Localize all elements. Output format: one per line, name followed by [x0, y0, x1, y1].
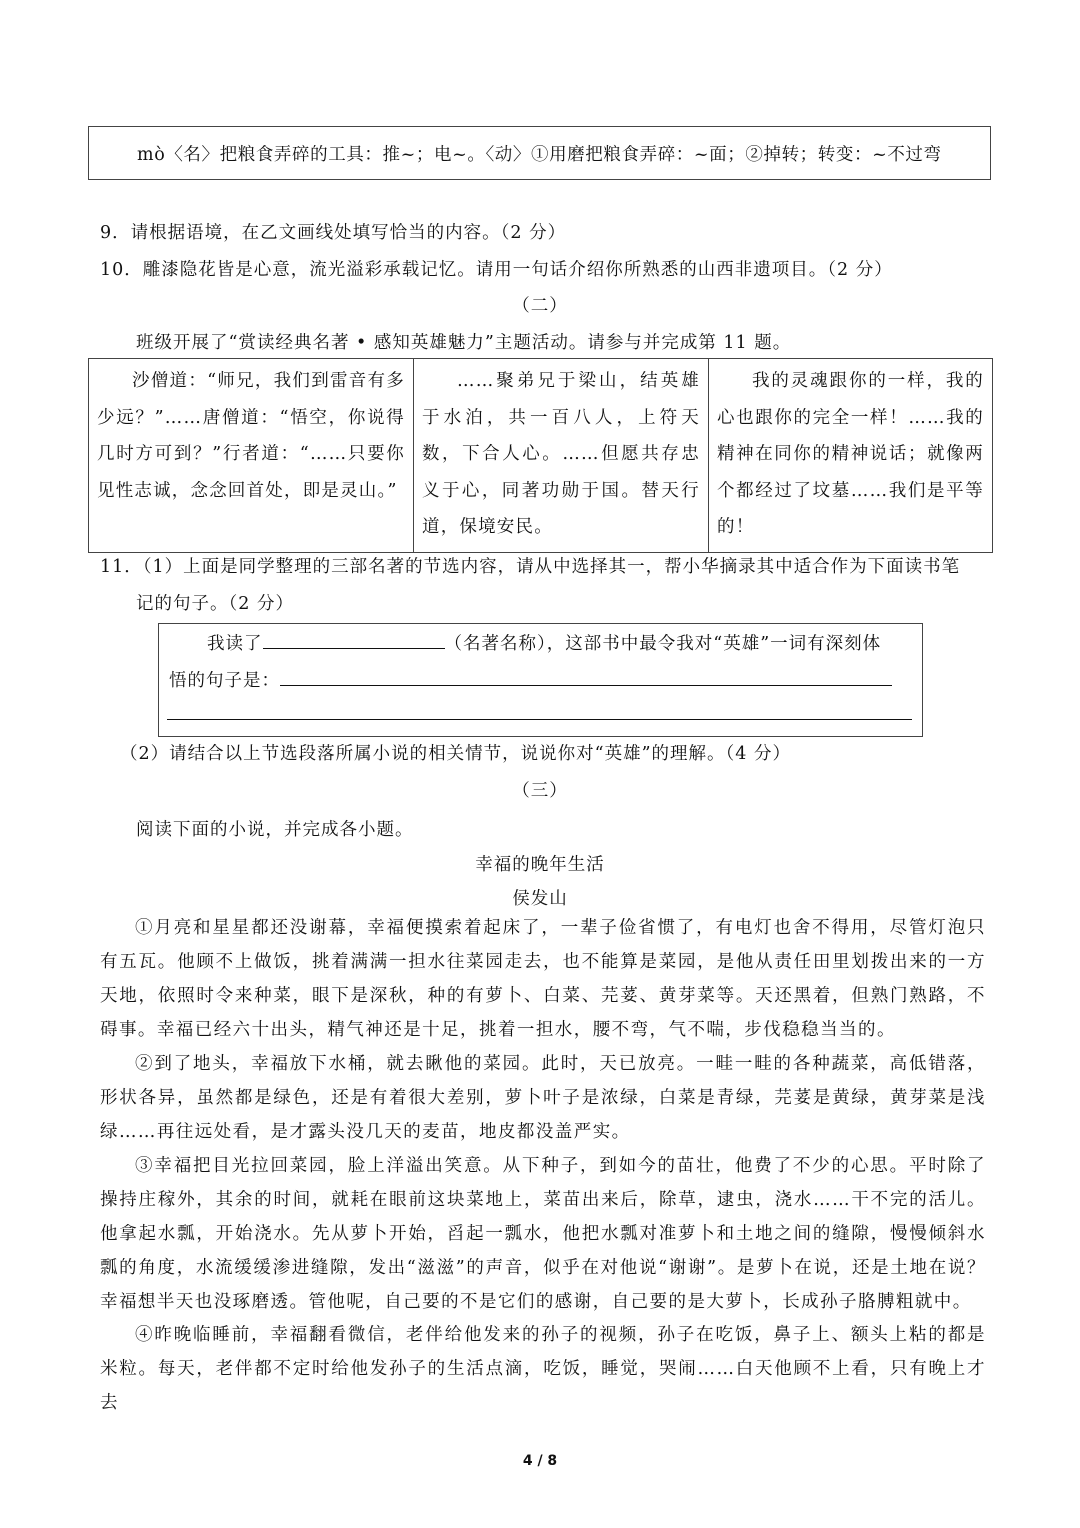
story-paragraph-3: ③幸福把目光拉回菜园，脸上洋溢出笑意。从下种子，到如今的苗壮，他费了不少的心思。平时除了操持庄稼外，其余的时间，就耗在眼前这块菜地上，菜苗出来后，除草，逮虫，浇水……干不完的活儿。他拿起水瓢，开始浇水。先从萝卜开始，舀起一瓢水，他把水瓢对准萝卜和土地之间的缝隙，慢慢倾斜水瓢的角度，水流缓缓渗进缝隙，发出“滋滋”的声音，似乎在对他说“谢谢”。是萝卜在说，还是土地在说？幸福想半天也没琢磨透。管他呢，自己要的不是它们的感谢，自己要的是大萝卜，长成孙子胳膊粗就中。 — [100, 1156, 986, 1312]
note-text-1: 我读了 — [207, 634, 263, 654]
question-10: 10．雕漆隐花皆是心意，流光溢彩承载记忆。请用一句话介绍你所熟悉的山西非遗项目。（2 分） — [100, 260, 893, 280]
story-paragraph-1: ①月亮和星星都还没谢幕，幸福便摸索着起床了，一辈子俭省惯了，有电灯也舍不得用，尽管灯泡只有五瓦。他顾不上做饭，挑着满满一担水往菜园走去，也不能算是菜园，是他从责任田里划拨出来的一方天地，依照时令来种菜，眼下是深秋，种的有萝卜、白菜、芫荽、黄芽菜等。天还黑着，但熟门熟路，不碍事。幸福已经六十出头，精气神还是十足，挑着一担水，腰不弯，气不喘，步伐稳稳当当的。 — [100, 918, 986, 1040]
section-3-intro: 阅读下面的小说，并完成各小题。 — [136, 820, 414, 840]
reading-note-box — [158, 623, 923, 737]
note-text-2: （名著名称），这部书中最令我对“英雄”一词有深刻体 — [444, 634, 882, 654]
section-2-heading: （二） — [512, 296, 568, 316]
note-text-3: 悟的句子是： — [169, 671, 280, 691]
story-title: 幸福的晚年生活 — [475, 855, 605, 875]
story-paragraph-4: ④昨晚临睡前，幸福翻看微信，老伴给他发来的孙子的视频，孙子在吃饭，鼻子上、额头上粘的都是米粒。每天，老伴都不定时给他发孙子的生活点滴，吃饭，睡觉，哭闹……白天他顾不上看，只有晚上才去 — [100, 1325, 986, 1413]
story-author: 侯发山 — [512, 889, 568, 909]
question-9: 9．请根据语境，在乙文画线处填写恰当的内容。（2 分） — [100, 223, 567, 243]
page-number: 4 / 8 — [522, 1453, 558, 1469]
section-3-heading: （三） — [512, 781, 568, 801]
dictionary-entry: mò〈名〉把粮食弄碎的工具：推~；电~。〈动〉①用磨把粮食弄碎：~面；②掉转；转变：~不过弯 — [137, 145, 942, 165]
question-11-2: （2）请结合以上节选段落所属小说的相关情节，说说你对“英雄”的理解。（4 分） — [120, 744, 791, 764]
sentence-blank-2[interactable] — [167, 719, 912, 720]
excerpt-journey-to-the-west: 沙僧道：“师兄，我们到雷音有多少远？”……唐僧道：“悟空，你说得几时方可到？”行者道：“……只要你见性志诚，念念回首处，即是灵山。” — [89, 359, 414, 553]
excerpt-water-margin: ……聚弟兄于梁山，结英雄于水泊，共一百八人，上符天数，下合人心。……但愿共存忠义于心，同著功勋于国。替天行道，保境安民。 — [414, 359, 709, 553]
question-11-1: 11．（1）上面是同学整理的三部名著的节选内容，请从中选择其一，帮小华摘录其中适合作为下面读书笔 — [100, 557, 961, 577]
section-2-intro: 班级开展了“赏读经典名著 • 感知英雄魅力”主题活动。请参与并完成第 11 题。 — [136, 333, 792, 353]
sentence-blank-1[interactable] — [280, 667, 892, 686]
question-11-1-cont: 记的句子。（2 分） — [136, 594, 294, 614]
excerpt-jane-eyre: 我的灵魂跟你的一样，我的心也跟你的完全一样！……我的精神在同你的精神说话；就像两个都经过了坟墓……我们是平等的！ — [709, 359, 993, 553]
excerpt-table — [88, 358, 993, 553]
story-paragraph-2: ②到了地头，幸福放下水桶，就去瞅他的菜园。此时，天已放亮。一畦一畦的各种蔬菜，高低错落，形状各异，虽然都是绿色，还是有着很大差别，萝卜叶子是浓绿，白菜是青绿，芫荽是黄绿，黄芽菜是浅绿……再往远处看，是才露头没几天的麦苗，地皮都没盖严实。 — [100, 1054, 986, 1142]
book-title-blank[interactable] — [263, 630, 445, 649]
dictionary-entry-box — [88, 126, 991, 180]
